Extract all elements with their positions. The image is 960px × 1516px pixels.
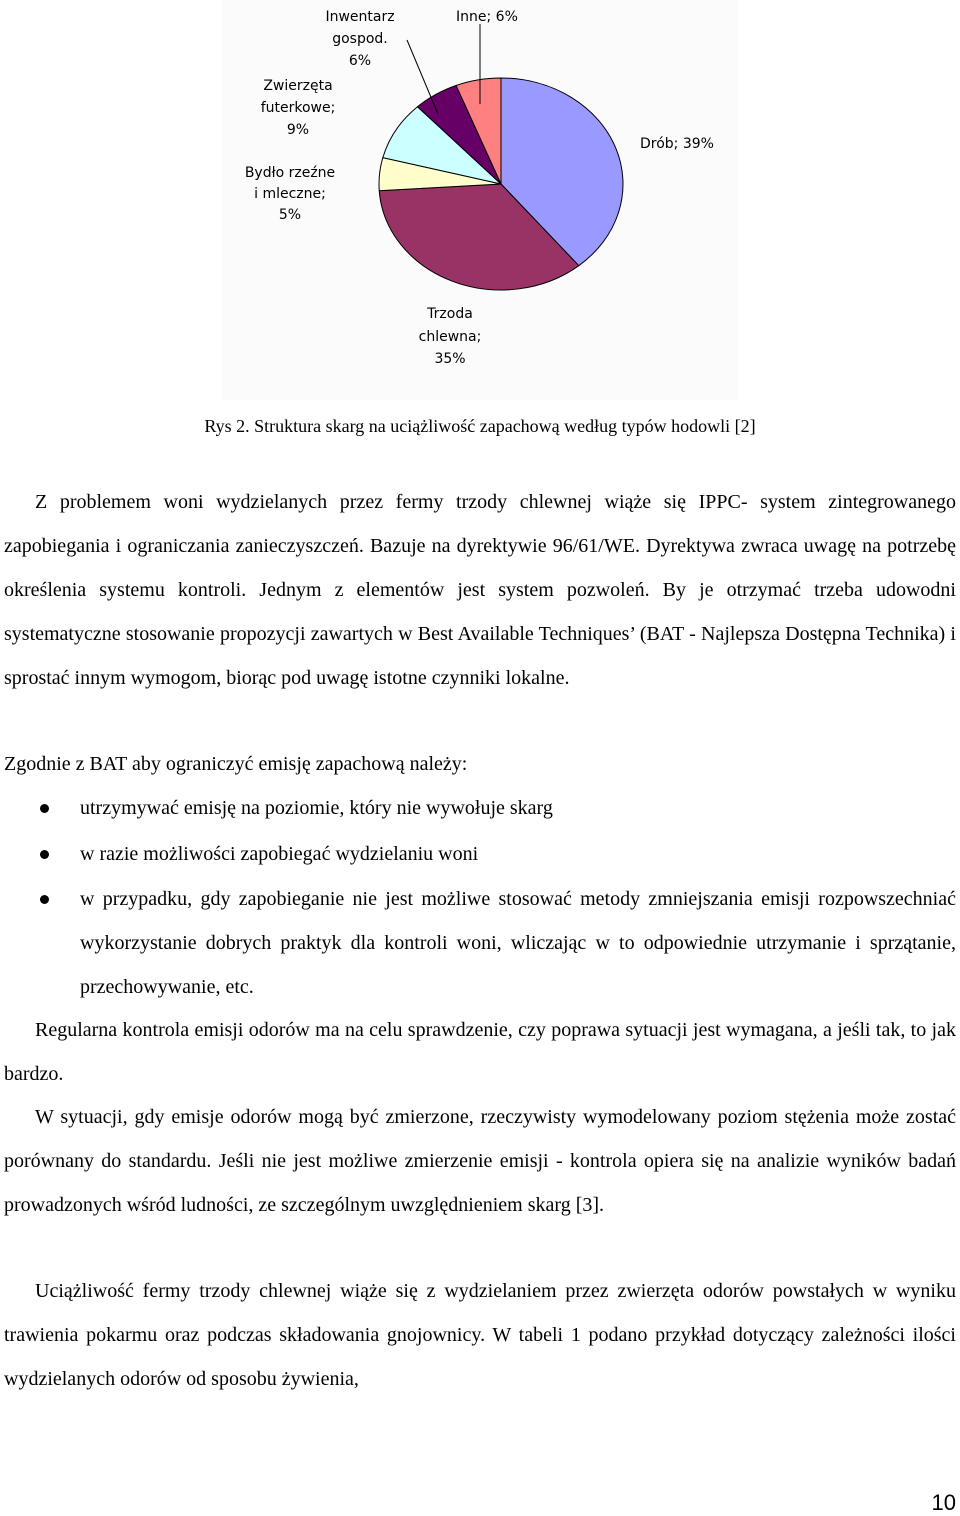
pie-chart — [222, 0, 738, 400]
pie-slices — [379, 78, 623, 290]
label-fur-line3: 9% — [286, 122, 310, 138]
paragraph-farm-nuisance: Uciążliwość fermy trzody chlewnej wiąże się z wydzielaniem przez zwierzęta odorów powstałych w wyniku trawienia pokarmu oraz podczas składowania gnojownicy. W tabeli 1 podano przykład dotyczący zależności ilości wydzielanych odorów od sposobu żywienia, — [4, 1280, 956, 1390]
label-poultry: Drób; 39% — [640, 136, 714, 152]
paragraph-bat-intro: Zgodnie z BAT aby ograniczyć emisję zapachową należy: — [4, 753, 468, 775]
label-pigs-line1: Trzoda — [427, 306, 473, 322]
label-pigs-line3: 35% — [434, 351, 466, 367]
paragraph-regular-control: Regularna kontrola emisji odorów ma na celu sprawdzenie, czy poprawa sytuacji jest wymagana, a jeśli tak, to jak bardzo. — [4, 1019, 956, 1085]
paragraph-measurement: W sytuacji, gdy emisje odorów mogą być zmierzone, rzeczywisty wymodelowany poziom stężenia może zostać porównany do standardu. Jeśli nie jest możliwe zmierzenie emisji - kontrola opiera się na analizie wyników badań prowadzonych wśród ludności, ze szczególnym uwzględnieniem skarg [3]. — [4, 1106, 956, 1216]
pie-chart-svg — [222, 0, 738, 400]
label-cattle-line3: 5% — [278, 207, 302, 223]
label-livestock-line1: Inwentarz — [325, 9, 395, 25]
label-cattle-line2: i mleczne; — [254, 186, 326, 202]
bullet-item: utrzymywać emisję na poziomie, który nie wywołuje skarg — [80, 797, 553, 819]
bullet-dot — [40, 895, 49, 904]
figure-caption: Rys 2. Struktura skarg na uciążliwość zapachową według typów hodowli [2] — [204, 416, 756, 436]
bullet-dot — [40, 804, 49, 813]
label-pigs-line2: chlewna; — [418, 329, 482, 345]
bullet-item: w przypadku, gdy zapobieganie nie jest możliwe stosować metody zmniejszania emisji rozpowszechniać wykorzystanie dobrych praktyk dla kontroli woni, wliczając w to odpowiednie utrzymanie i sprzątanie, przechowywanie, etc. — [80, 888, 956, 998]
label-livestock-line2: gospod. — [332, 31, 388, 47]
bullet-dot — [40, 850, 49, 859]
label-fur-line2: futerkowe; — [260, 100, 336, 116]
paragraph-ippc: Z problemem woni wydzielanych przez fermy trzody chlewnej wiąże się IPPC- system zintegrowanego zapobiegania i ograniczania zanieczyszczeń. Bazuje na dyrektywie 96/61/WE. Dyrektywa zwraca uwagę na potrzebę określenia systemu kontroli. Jednym z elementów jest system pozwoleń. By je otrzymać trzeba udowodni systematyczne stosowanie propozycji zawartych w Best Available Techniques’ (BAT - Najlepsza Dostępna Technika) i sprostać innym wymogom, biorąc pod uwagę istotne czynniki lokalne. — [4, 491, 956, 689]
label-fur-line1: Zwierzęta — [263, 78, 333, 94]
label-livestock-line3: 6% — [348, 53, 372, 69]
label-other: Inne; 6% — [456, 9, 518, 25]
page-number: 10 — [931, 1490, 956, 1515]
bullet-item: w razie możliwości zapobiegać wydzielaniu woni — [80, 843, 479, 865]
label-cattle-line1: Bydło rzeźne — [244, 165, 336, 181]
